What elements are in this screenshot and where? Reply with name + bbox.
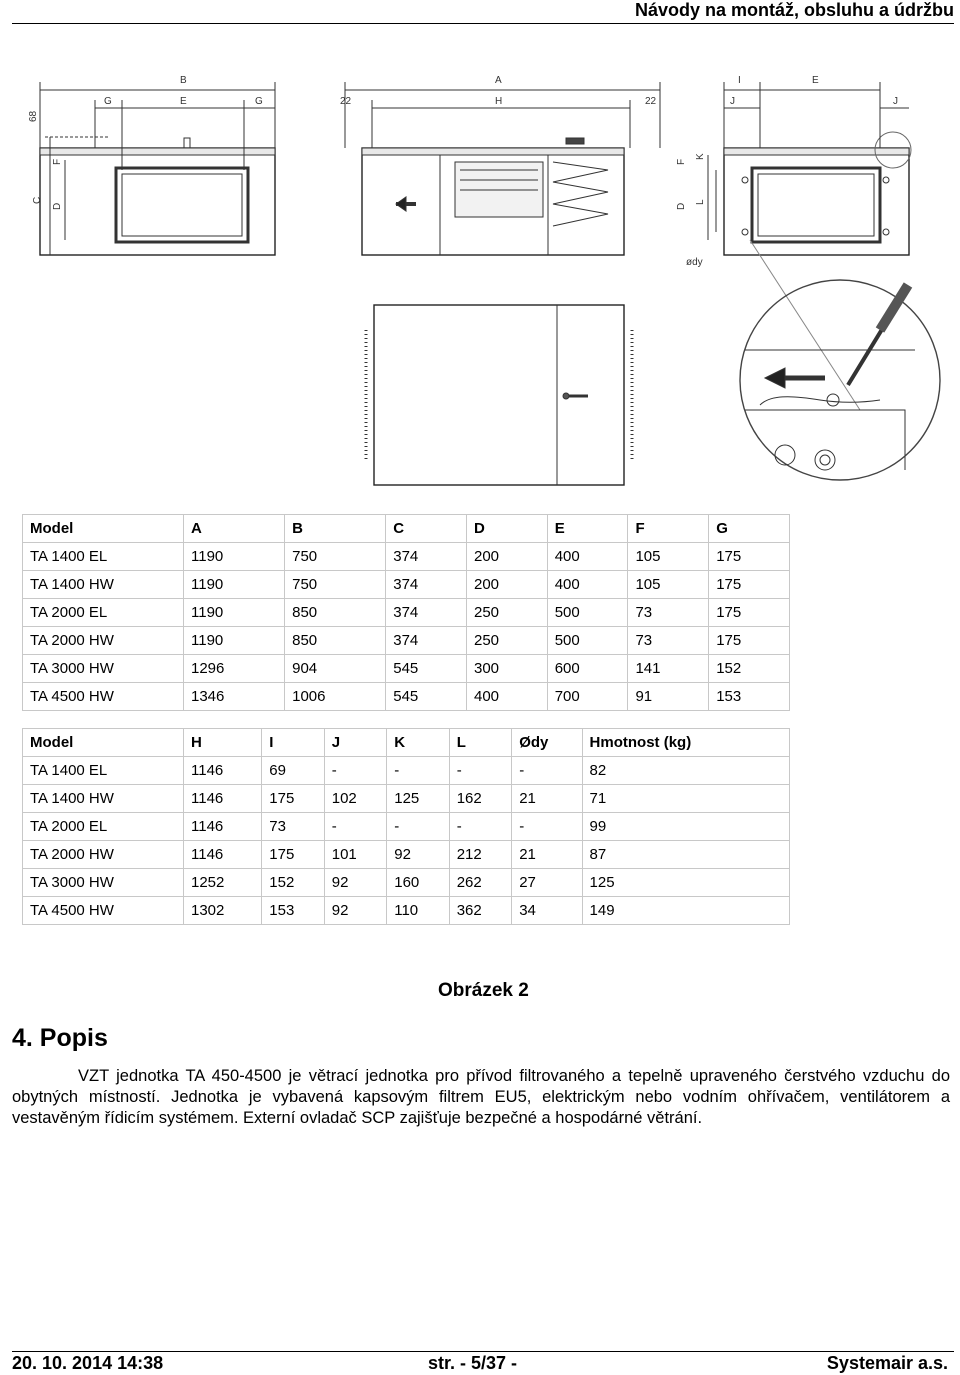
value-cell: - <box>512 757 582 785</box>
dim-label: E <box>180 96 187 107</box>
value-cell: 1252 <box>184 869 262 897</box>
value-cell: 82 <box>582 757 789 785</box>
dim-label: A <box>495 75 502 86</box>
value-cell: 250 <box>466 599 547 627</box>
value-cell: - <box>387 757 449 785</box>
value-cell: 1190 <box>184 543 285 571</box>
value-cell: - <box>449 757 511 785</box>
value-cell: 1296 <box>184 655 285 683</box>
value-cell: 160 <box>387 869 449 897</box>
dim-label: G <box>104 96 112 107</box>
model-cell: TA 1400 HW <box>23 571 184 599</box>
table-header-row <box>23 515 790 543</box>
model-cell: TA 2000 HW <box>23 627 184 655</box>
value-cell: 545 <box>386 683 467 711</box>
value-cell: 153 <box>262 897 324 925</box>
value-cell: 105 <box>628 571 709 599</box>
value-cell: 1190 <box>184 599 285 627</box>
value-cell: 1146 <box>184 813 262 841</box>
value-cell: 374 <box>386 543 467 571</box>
value-cell: 73 <box>262 813 324 841</box>
value-cell: 362 <box>449 897 511 925</box>
dim-label: B <box>180 75 187 86</box>
value-cell: 92 <box>387 841 449 869</box>
value-cell: 175 <box>709 599 790 627</box>
column-header: K <box>387 729 449 757</box>
table-row <box>23 869 790 897</box>
side-view <box>340 75 660 255</box>
dim-label: D <box>52 202 63 210</box>
column-header: Hmotnost (kg) <box>582 729 789 757</box>
value-cell: 175 <box>709 571 790 599</box>
value-cell: 700 <box>547 683 628 711</box>
value-cell: 175 <box>709 627 790 655</box>
model-cell: TA 1400 EL <box>23 757 184 785</box>
value-cell: 904 <box>285 655 386 683</box>
value-cell: 374 <box>386 571 467 599</box>
value-cell: 105 <box>628 543 709 571</box>
table-row <box>23 543 790 571</box>
column-header: Model <box>23 515 184 543</box>
value-cell: 152 <box>262 869 324 897</box>
dim-label: I <box>738 75 741 86</box>
value-cell: 200 <box>466 571 547 599</box>
dim-label: J <box>893 96 898 107</box>
value-cell: 87 <box>582 841 789 869</box>
value-cell: 400 <box>547 543 628 571</box>
column-header: J <box>324 729 386 757</box>
value-cell: - <box>449 813 511 841</box>
header-title: Návody na montáž, obsluhu a údržbu <box>634 0 954 20</box>
model-cell: TA 2000 EL <box>23 813 184 841</box>
column-header: B <box>285 515 386 543</box>
value-cell: 21 <box>512 841 582 869</box>
column-header: A <box>184 515 285 543</box>
value-cell: 141 <box>628 655 709 683</box>
value-cell: 34 <box>512 897 582 925</box>
column-header: I <box>262 729 324 757</box>
value-cell: 69 <box>262 757 324 785</box>
column-header: G <box>709 515 790 543</box>
value-cell: 125 <box>582 869 789 897</box>
value-cell: 27 <box>512 869 582 897</box>
value-cell: 92 <box>324 869 386 897</box>
column-header: D <box>466 515 547 543</box>
dim-label: C <box>32 196 43 204</box>
value-cell: 153 <box>709 683 790 711</box>
table-row <box>23 757 790 785</box>
value-cell: 1146 <box>184 757 262 785</box>
model-cell: TA 4500 HW <box>23 897 184 925</box>
dim-label: J <box>730 96 735 107</box>
model-cell: TA 2000 HW <box>23 841 184 869</box>
dim-label: K <box>695 153 706 160</box>
dim-label: E <box>812 75 819 86</box>
table-header-row <box>23 729 790 757</box>
model-cell: TA 1400 EL <box>23 543 184 571</box>
value-cell: 175 <box>709 543 790 571</box>
column-header: C <box>386 515 467 543</box>
dim-label: L <box>695 199 706 205</box>
value-cell: 750 <box>285 571 386 599</box>
value-cell: 750 <box>285 543 386 571</box>
table-row <box>23 655 790 683</box>
value-cell: 175 <box>262 785 324 813</box>
value-cell: 200 <box>466 543 547 571</box>
value-cell: 101 <box>324 841 386 869</box>
value-cell: 149 <box>582 897 789 925</box>
value-cell: 545 <box>386 655 467 683</box>
footer-date: 20. 10. 2014 14:38 <box>12 1353 164 1373</box>
value-cell: 500 <box>547 599 628 627</box>
dim-label: 68 <box>28 110 39 122</box>
value-cell: 152 <box>709 655 790 683</box>
plan-view <box>366 305 632 485</box>
footer-company: Systemair a.s. <box>826 1353 948 1373</box>
value-cell: 73 <box>628 627 709 655</box>
value-cell: 110 <box>387 897 449 925</box>
value-cell: 162 <box>449 785 511 813</box>
footer-rule <box>12 1351 954 1352</box>
column-header: L <box>449 729 511 757</box>
value-cell: - <box>324 757 386 785</box>
value-cell: 102 <box>324 785 386 813</box>
value-cell: 262 <box>449 869 511 897</box>
value-cell: 1146 <box>184 785 262 813</box>
model-cell: TA 2000 EL <box>23 599 184 627</box>
technical-drawing <box>0 28 960 498</box>
dimensions-table-2 <box>22 728 790 925</box>
table-row <box>23 599 790 627</box>
value-cell: 99 <box>582 813 789 841</box>
table-row <box>23 841 790 869</box>
dim-label: D <box>676 202 687 210</box>
column-header: E <box>547 515 628 543</box>
value-cell: 1346 <box>184 683 285 711</box>
column-header: Ødy <box>512 729 582 757</box>
value-cell: 175 <box>262 841 324 869</box>
value-cell: 500 <box>547 627 628 655</box>
value-cell: 400 <box>547 571 628 599</box>
value-cell: 1190 <box>184 571 285 599</box>
figure-caption: Obrázek 2 <box>438 980 529 1001</box>
value-cell: - <box>387 813 449 841</box>
table-row <box>23 813 790 841</box>
column-header: F <box>628 515 709 543</box>
table-row <box>23 897 790 925</box>
value-cell: 91 <box>628 683 709 711</box>
value-cell: 1190 <box>184 627 285 655</box>
value-cell: 250 <box>466 627 547 655</box>
section-body: VZT jednotka TA 450-4500 je větrací jednotka pro přívod filtrovaného a tepelně upraveného čerstvého vzduchu do obytných místností. Jednotka je vybavená kapsovým filtrem EU5, elektrickým nebo vodním ohřívačem, ventilátorem a vestavěným řídicím systémem. Externí ovladač SCP zajišťuje bezpečné a hospodárné větrání. <box>12 1067 950 1127</box>
model-cell: TA 3000 HW <box>23 655 184 683</box>
dim-label: 22 <box>340 96 352 107</box>
value-cell: 125 <box>387 785 449 813</box>
table-row <box>23 571 790 599</box>
footer-page-number: str. - 5/37 - <box>428 1353 518 1373</box>
value-cell: 300 <box>466 655 547 683</box>
value-cell: - <box>324 813 386 841</box>
column-header: H <box>184 729 262 757</box>
dim-label: F <box>52 158 63 165</box>
model-cell: TA 3000 HW <box>23 869 184 897</box>
value-cell: 92 <box>324 897 386 925</box>
dim-label: F <box>676 158 687 165</box>
value-cell: 71 <box>582 785 789 813</box>
dim-label: 22 <box>645 96 657 107</box>
value-cell: 21 <box>512 785 582 813</box>
value-cell: 1302 <box>184 897 262 925</box>
value-cell: 374 <box>386 627 467 655</box>
section-heading: 4. Popis <box>12 1024 108 1052</box>
dim-label: G <box>255 96 263 107</box>
value-cell: 374 <box>386 599 467 627</box>
value-cell: 1006 <box>285 683 386 711</box>
model-cell: TA 1400 HW <box>23 785 184 813</box>
column-header: Model <box>23 729 184 757</box>
table-row <box>23 683 790 711</box>
dim-label: H <box>495 96 503 107</box>
table-row <box>23 785 790 813</box>
value-cell: 212 <box>449 841 511 869</box>
end-view <box>676 75 911 410</box>
value-cell: 850 <box>285 599 386 627</box>
value-cell: - <box>512 813 582 841</box>
value-cell: 400 <box>466 683 547 711</box>
value-cell: 1146 <box>184 841 262 869</box>
model-cell: TA 4500 HW <box>23 683 184 711</box>
value-cell: 850 <box>285 627 386 655</box>
table-row <box>23 627 790 655</box>
dimensions-table-1 <box>22 514 790 711</box>
dim-label: ødy <box>686 257 703 268</box>
value-cell: 73 <box>628 599 709 627</box>
header-rule <box>12 23 954 24</box>
value-cell: 600 <box>547 655 628 683</box>
front-view <box>28 75 275 255</box>
